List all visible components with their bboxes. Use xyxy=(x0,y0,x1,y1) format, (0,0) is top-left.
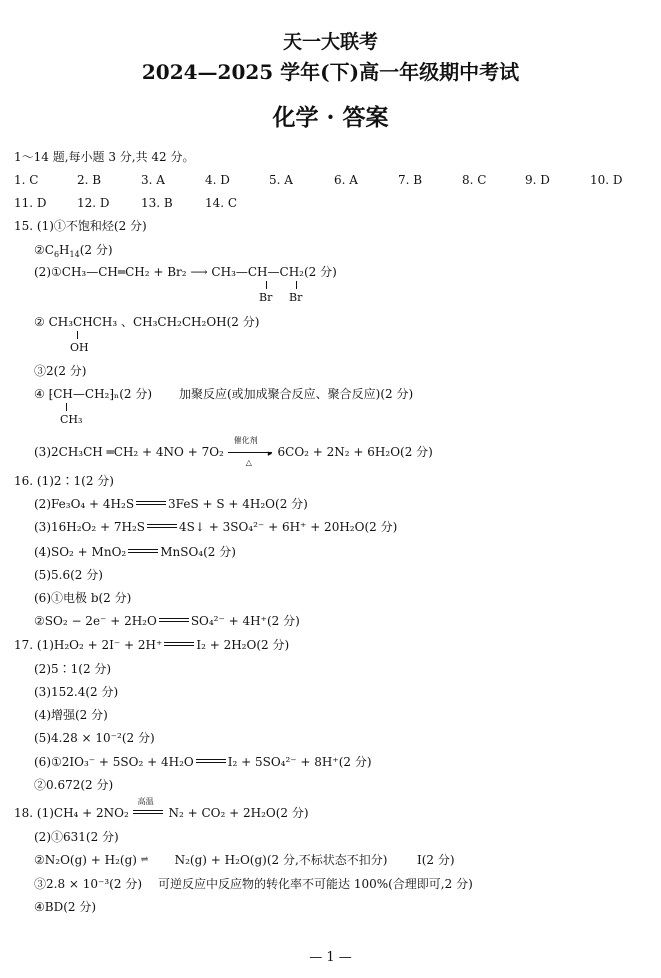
page-number: — 1 — xyxy=(309,950,352,965)
q15-line-3: (2)①CH₃—CH═CH₂ + Br₂ ⟶ CH₃—CH—CH₂(2 分) xyxy=(34,265,337,279)
q17-line-4: (4)增强(2 分) xyxy=(34,708,108,722)
q15-line-5: ③2(2 分) xyxy=(34,364,87,378)
q15-line-1: 15. (1)①不饱和烃(2 分) xyxy=(14,219,147,233)
q15-br-1: Br xyxy=(259,291,273,304)
mc-answer: 4. D xyxy=(205,173,230,187)
high-temp-sign: 高温 xyxy=(133,807,165,817)
mc-answer: 2. B xyxy=(77,173,102,187)
q15-line-2: $②C_6H_{14}(2$ 分) xyxy=(34,243,113,259)
mc-answer: 3. A xyxy=(141,173,165,187)
q15-oh: OH xyxy=(70,341,89,354)
subject-title: 化学 · 答案 xyxy=(272,104,389,131)
q17-line-5: (5)4.28 × 10⁻²(2 分) xyxy=(34,731,155,745)
catalyst-arrow: 催化剂 ▸ △ xyxy=(228,446,274,456)
q18-line-1: 18. (1)CH₄ + 2NO₂ 高温 N₂ + CO₂ + 2H₂O(2 分) xyxy=(14,797,309,820)
exam-title: 2024—2025 学年(下)高一年级期中考试 xyxy=(141,60,520,84)
q15-line-6a: ④ ⁅CH—CH₂⁆ₙ(2 分) xyxy=(34,387,153,401)
mc-answer: 12. D xyxy=(77,196,110,210)
q18-line-3c: Ⅰ(2 分) xyxy=(417,853,455,867)
mc-answer: 9. D xyxy=(525,173,550,187)
q18-line-4a: ③2.8 × 10⁻³(2 分) xyxy=(34,877,142,891)
bond-line xyxy=(266,281,267,289)
q17-line-7: ②0.672(2 分) xyxy=(34,778,114,792)
q18-line-5: ④BD(2 分) xyxy=(34,900,97,914)
mc-answer: 14. C xyxy=(205,196,238,210)
bond-line xyxy=(296,281,297,289)
mc-answer: 7. B xyxy=(398,173,423,187)
q17-line-3: (3)152.4(2 分) xyxy=(34,685,119,699)
exam-org-title: 天一大联考 xyxy=(282,31,378,53)
q17-line-1: 17. (1)H₂O₂ + 2I⁻ + 2H⁺ I₂ + 2H₂O(2 分) xyxy=(14,638,290,652)
q18-line-3: ②N₂O(g) + H₂(g) ⇌ N₂(g) + H₂O(g)(2 分,不标状态不扣分) xyxy=(34,853,388,867)
q16-line-6: (6)①电极 b(2 分) xyxy=(34,591,132,605)
q15-line-4: ② CH₃CHCH₃ 、CH₃CH₂CH₂OH(2 分) xyxy=(34,315,260,329)
q18-line-4b: 可逆反应中反应物的转化率不可能达 100%(合理即可,2 分) xyxy=(158,877,473,891)
q16-line-2: (2)Fe₃O₄ + 4H₂S 3FeS + S + 4H₂O(2 分) xyxy=(34,497,308,511)
q17-line-6: (6)①2IO₃⁻ + 5SO₂ + 4H₂O I₂ + 5SO₄²⁻ + 8H⁺(2 分) xyxy=(34,755,372,769)
q16-line-7: ②SO₂ − 2e⁻ + 2H₂O SO₄²⁻ + 4H⁺(2 分) xyxy=(34,614,300,628)
q18-line-2: (2)①631(2 分) xyxy=(34,830,119,844)
q16-line-5: (5)5.6(2 分) xyxy=(34,568,103,582)
mc-answer: 11. D xyxy=(14,196,47,210)
mc-answer: 5. A xyxy=(269,173,293,187)
q15-br-2: Br xyxy=(289,291,303,304)
q16-line-3: (3)16H₂O₂ + 7H₂S 4S↓ + 3SO₄²⁻ + 6H⁺ + 20H₂O(2 分) xyxy=(34,520,398,534)
q15-line-7: (3)2CH₃CH ═CH₂ + 4NO + 7O₂ 催化剂 ▸ △ 6CO₂ + 2N₂ + 6H₂O(2 分) xyxy=(34,436,433,467)
mc-answer: 13. B xyxy=(141,196,173,210)
bond-line xyxy=(77,331,78,339)
mc-answer: 10. D xyxy=(590,173,623,187)
mc-answer: 8. C xyxy=(462,173,487,187)
q16-line-1: 16. (1)2∶1(2 分) xyxy=(14,474,114,488)
mc-answer: 6. A xyxy=(334,173,358,187)
mc-intro: 1～14 题,每小题 3 分,共 42 分。 xyxy=(14,150,195,164)
mc-answer: 1. C xyxy=(14,173,39,187)
q17-line-2: (2)5∶1(2 分) xyxy=(34,662,112,676)
q16-line-4: (4)SO₂ + MnO₂ MnSO₄(2 分) xyxy=(34,545,236,559)
q15-ch3: CH₃ xyxy=(60,413,83,426)
bond-line xyxy=(66,403,67,411)
q15-line-6b: 加聚反应(或加成聚合反应、聚合反应)(2 分) xyxy=(179,387,414,401)
equilibrium-arrow: ⇌ xyxy=(140,855,148,865)
